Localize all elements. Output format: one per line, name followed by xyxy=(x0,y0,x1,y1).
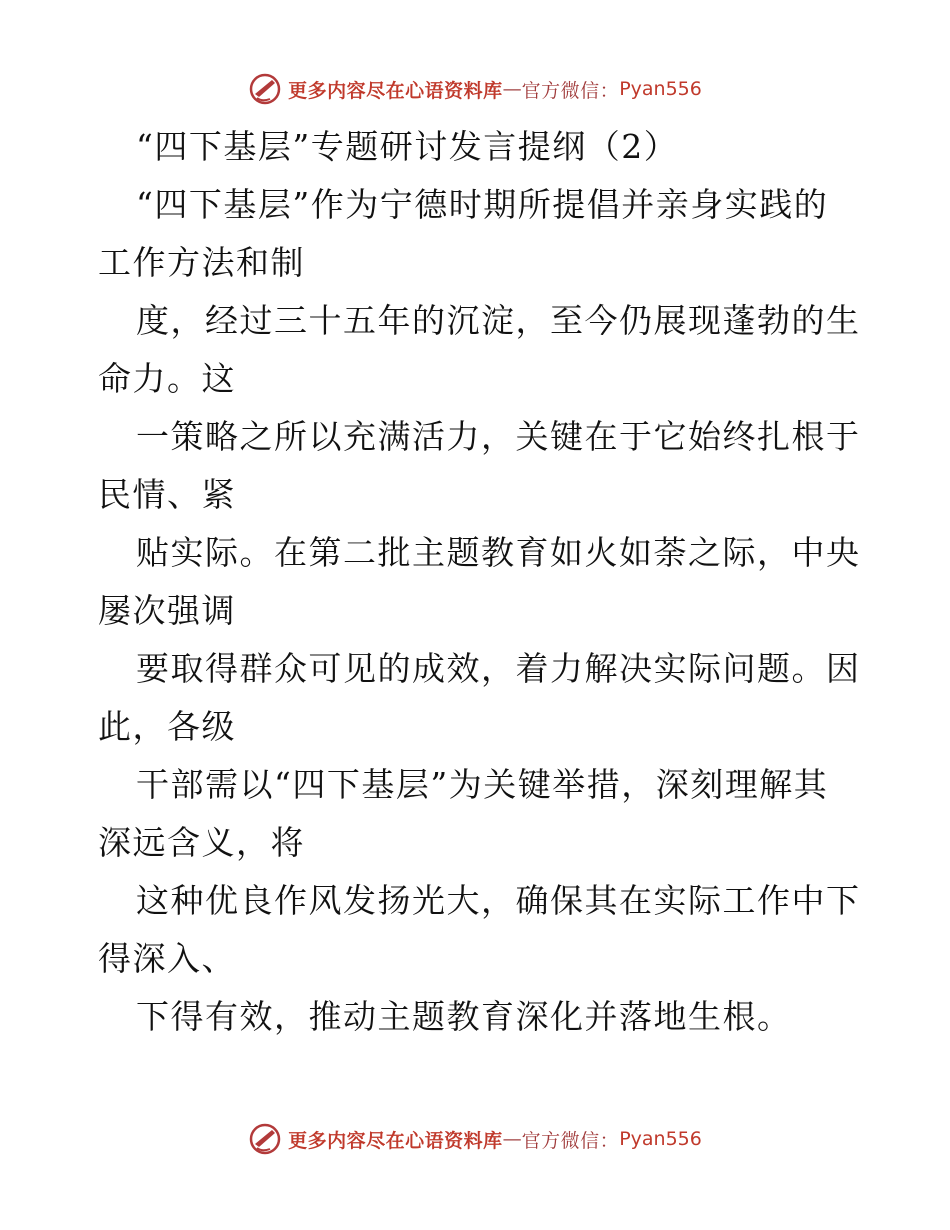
text-line: 工作方法和制 xyxy=(98,243,305,282)
text-line: 贴实际。在第二批主题教育如火如荼之际，中央 xyxy=(136,533,861,572)
text-line: 民情、紧 xyxy=(98,475,236,514)
watermark-text: 更多内容尽在心语资料库 xyxy=(288,1129,503,1152)
text-line: 得深入、 xyxy=(98,939,236,978)
logo-icon xyxy=(248,1122,282,1156)
text-line: 一策略之所以充满活力，关键在于它始终扎根于 xyxy=(136,417,861,456)
text-line: “四下基层”作为宁德时期所提倡并亲身实践的 xyxy=(136,185,829,224)
document-title: “四下基层”专题研讨发言提纲（2） xyxy=(136,127,679,166)
watermark-text: 更多内容尽在心语资料库 xyxy=(288,79,503,102)
watermark-wechat-id: Pyan556 xyxy=(619,78,702,100)
document-body xyxy=(98,118,861,1046)
text-line: 下得有效，推动主题教育深化并落地生根。 xyxy=(136,997,792,1036)
watermark-dash: — xyxy=(502,1128,522,1150)
logo-icon xyxy=(248,72,282,106)
text-line: 干部需以“四下基层”为关键举措，深刻理解其 xyxy=(136,765,829,804)
text-line: 这种优良作风发扬光大，确保其在实际工作中下 xyxy=(136,881,861,920)
watermark-wechat-id: Pyan556 xyxy=(619,1128,702,1150)
text-line: 深远含义，将 xyxy=(98,823,305,862)
header-watermark xyxy=(0,72,950,106)
text-line: 要取得群众可见的成效，着力解决实际问题。因 xyxy=(136,649,861,688)
watermark-label: 官方微信： xyxy=(521,1129,620,1152)
footer-watermark xyxy=(0,1122,950,1156)
watermark-dash: — xyxy=(502,78,522,100)
text-line: 屡次强调 xyxy=(98,591,236,630)
text-line: 度，经过三十五年的沉淀，至今仍展现蓬勃的生 xyxy=(136,301,861,340)
text-line: 此，各级 xyxy=(98,707,236,746)
watermark-label: 官方微信： xyxy=(521,79,620,102)
text-line: 命力。这 xyxy=(98,359,236,398)
